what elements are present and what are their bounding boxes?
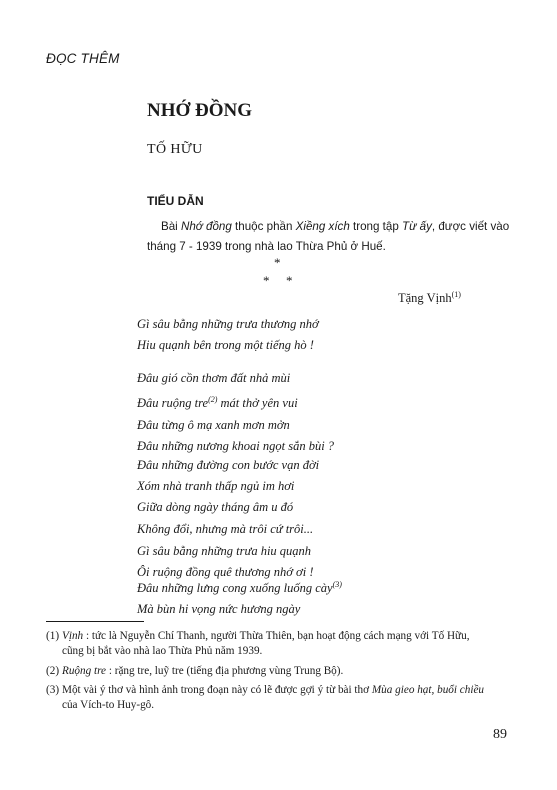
poem-line: Gì sâu bằng những trưa thương nhớ	[137, 317, 319, 331]
poem-line: Mà bùn hi vọng nức hương ngày	[137, 602, 301, 617]
dedication: Tặng Vịnh$^{(1)}$	[398, 290, 461, 306]
poem-line: Đâu những lưng cong xuống luống cày$^{(3)}$	[137, 580, 342, 596]
intro-paragraph: Bài Nhớ đồng thuộc phần Xiềng xích trong tập Từ ấy, được viết vào tháng 7 - 1939 trong nhà lao Thừa Phủ ở Huế.	[147, 220, 510, 253]
poem-stanza	[137, 368, 334, 457]
poem-line: Đâu từng ô mạ xanh mơn mởn	[137, 417, 290, 432]
poem-title: NHỚ ĐỒNG	[147, 100, 253, 121]
footnote-1: (1) Vịnh : tức là Nguyễn Chí Thanh, người Thừa Thiên, bạn hoạt động cách mạng với Tố Hữu, cũng bị bắt vào nhà lao Thừa Phủ năm 1939.	[46, 630, 470, 657]
separator-star: *	[286, 273, 293, 288]
footnote-ref: (3)	[332, 580, 342, 589]
poem-line: Đâu những đường con bước vạn đời	[137, 458, 320, 472]
footnote-ref: (2)	[208, 395, 218, 405]
poem-stanza	[137, 574, 342, 621]
footnote-2: (2) Ruộng tre : rặng tre, luỹ tre (tiếng địa phương vùng Trung Bộ).	[46, 665, 344, 677]
poem-line: Gì sâu bằng những trưa hiu quạnh	[137, 544, 312, 558]
poem-line: Xóm nhà tranh thấp ngủ im hơi	[137, 479, 295, 494]
poem-line: Không đổi, nhưng mà trôi cứ trôi...	[137, 521, 314, 536]
poem-line: Giữa dòng ngày tháng âm u đó	[137, 500, 294, 515]
footnote-3: (3) Một vài ý thơ và hình ảnh trong đoạn này có lẽ được gợi ý từ bài thơ Mùa gieo hạt, buổi chiều của Vích-to Huy-gô.	[46, 684, 485, 711]
footnote-divider	[46, 621, 144, 622]
poem-line: Đâu những nương khoai ngọt sắn bùi ?	[137, 438, 335, 453]
poem-line: Đâu gió cồn thơm đất nhả mùi	[137, 371, 291, 385]
poem-line: Đâu ruộng tre$^{(2)}$ mát thở yên vui	[137, 395, 298, 411]
section-label: ĐỌC THÊM	[46, 51, 120, 66]
footnote-ref: (1)	[451, 290, 461, 299]
separator-star: *	[263, 273, 270, 288]
page-number: 89	[493, 727, 507, 742]
poem-stanza	[137, 455, 319, 540]
poem-author: TỐ HỮU	[147, 142, 203, 157]
poem-line: Ôi ruộng đồng quê thương nhớ ơi !	[137, 565, 314, 580]
poem-line: Hiu quạnh bên trong một tiếng hò !	[137, 338, 314, 353]
poem-stanza	[137, 314, 319, 356]
intro-heading: TIỂU DẪN	[147, 194, 204, 208]
separator-star: *	[274, 255, 281, 270]
